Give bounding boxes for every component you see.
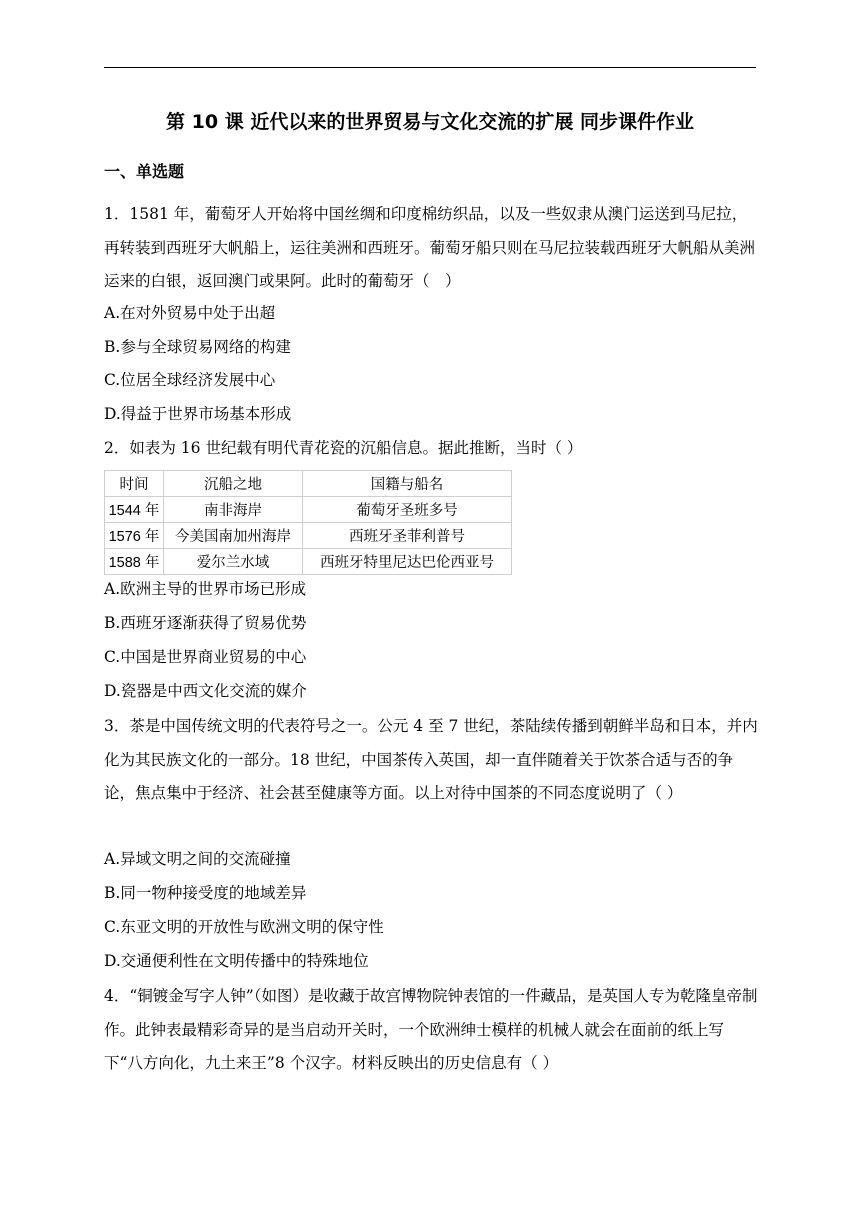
document-title: 第 10 课 近代以来的世界贸易与文化交流的扩展 同步课件作业: [166, 111, 694, 133]
question-3-stem: 3．茶是中国传统文明的代表符号之一。公元 4 至 7 世纪，茶陆续传播到朝鲜半岛和日本，并内化为其民族文化的一部分。18 世纪，中国茶传入英国，却一直伴随着关于饮茶合适与否的争论，焦点集中于经济、社会甚至健康等方面。以上对待中国茶的不同态度说明了（ ）: [104, 717, 758, 802]
table-header-row: [105, 471, 512, 497]
question-1-option-d: D.得益于世界市场基本形成: [104, 405, 292, 423]
table-cell: 爱尔兰水域: [164, 549, 303, 575]
table-row: [105, 497, 512, 523]
question-2-option-c: C.中国是世界商业贸易的中心: [104, 648, 307, 666]
question-2-option-b: B.西班牙逐渐获得了贸易优势: [104, 614, 307, 632]
table-header-cell: 国籍与船名: [303, 471, 512, 497]
question-1-stem: 1．1581 年，葡萄牙人开始将中国丝绸和印度棉纺织品，以及一些奴隶从澳门运送到马尼拉，再转装到西班牙大帆船上，运往美洲和西班牙。葡萄牙船只则在马尼拉装载西班牙大帆船从美洲运来的白银，返回澳门或果阿。此时的葡萄牙（ ）: [104, 205, 756, 290]
question-3-option-d: D.交通便利性在文明传播中的特殊地位: [104, 952, 369, 970]
table-cell: 1588 年: [105, 549, 164, 575]
shipwreck-table: [104, 470, 512, 575]
table-cell: 1544 年: [105, 497, 164, 523]
question-2-option-a: A.欧洲主导的世界市场已形成: [104, 580, 307, 598]
question-1-option-c: C.位居全球经济发展中心: [104, 371, 276, 389]
section-heading: 一、单选题: [104, 162, 185, 181]
table-cell: 西班牙特里尼达巴伦西亚号: [303, 549, 512, 575]
question-3-option-c: C.东亚文明的开放性与欧洲文明的保守性: [104, 918, 384, 936]
table-cell: 今美国南加州海岸: [164, 523, 303, 549]
table-header-cell: 时间: [105, 471, 164, 497]
question-2-option-d: D.瓷器是中西文化交流的媒介: [104, 682, 307, 700]
question-1-option-b: B.参与全球贸易网络的构建: [104, 338, 291, 356]
question-1-option-a: A.在对外贸易中处于出超: [104, 304, 276, 322]
table-header-cell: 沉船之地: [164, 471, 303, 497]
question-2-stem: 2．如表为 16 世纪载有明代青花瓷的沉船信息。据此推断，当时（ ）: [104, 439, 583, 457]
table-cell: 南非海岸: [164, 497, 303, 523]
question-3-option-a: A.异域文明之间的交流碰撞: [104, 850, 291, 868]
question-3-option-b: B.同一物种接受度的地域差异: [104, 884, 307, 902]
table-row: [105, 549, 512, 575]
table-cell: 1576 年: [105, 523, 164, 549]
question-4-stem: 4．“铜镀金写字人钟”（如图）是收藏于故宫博物院钟表馆的一件藏品，是英国人专为乾隆皇帝制作。此钟表最精彩奇异的是当启动开关时，一个欧洲绅士模样的机械人就会在面前的纸上写下“八方向化，九土来王”8 个汉字。材料反映出的历史信息有（ ）: [104, 987, 758, 1072]
table-row: [105, 523, 512, 549]
header-rule: [104, 67, 756, 68]
table-cell: 葡萄牙圣班多号: [303, 497, 512, 523]
table-cell: 西班牙圣菲利普号: [303, 523, 512, 549]
